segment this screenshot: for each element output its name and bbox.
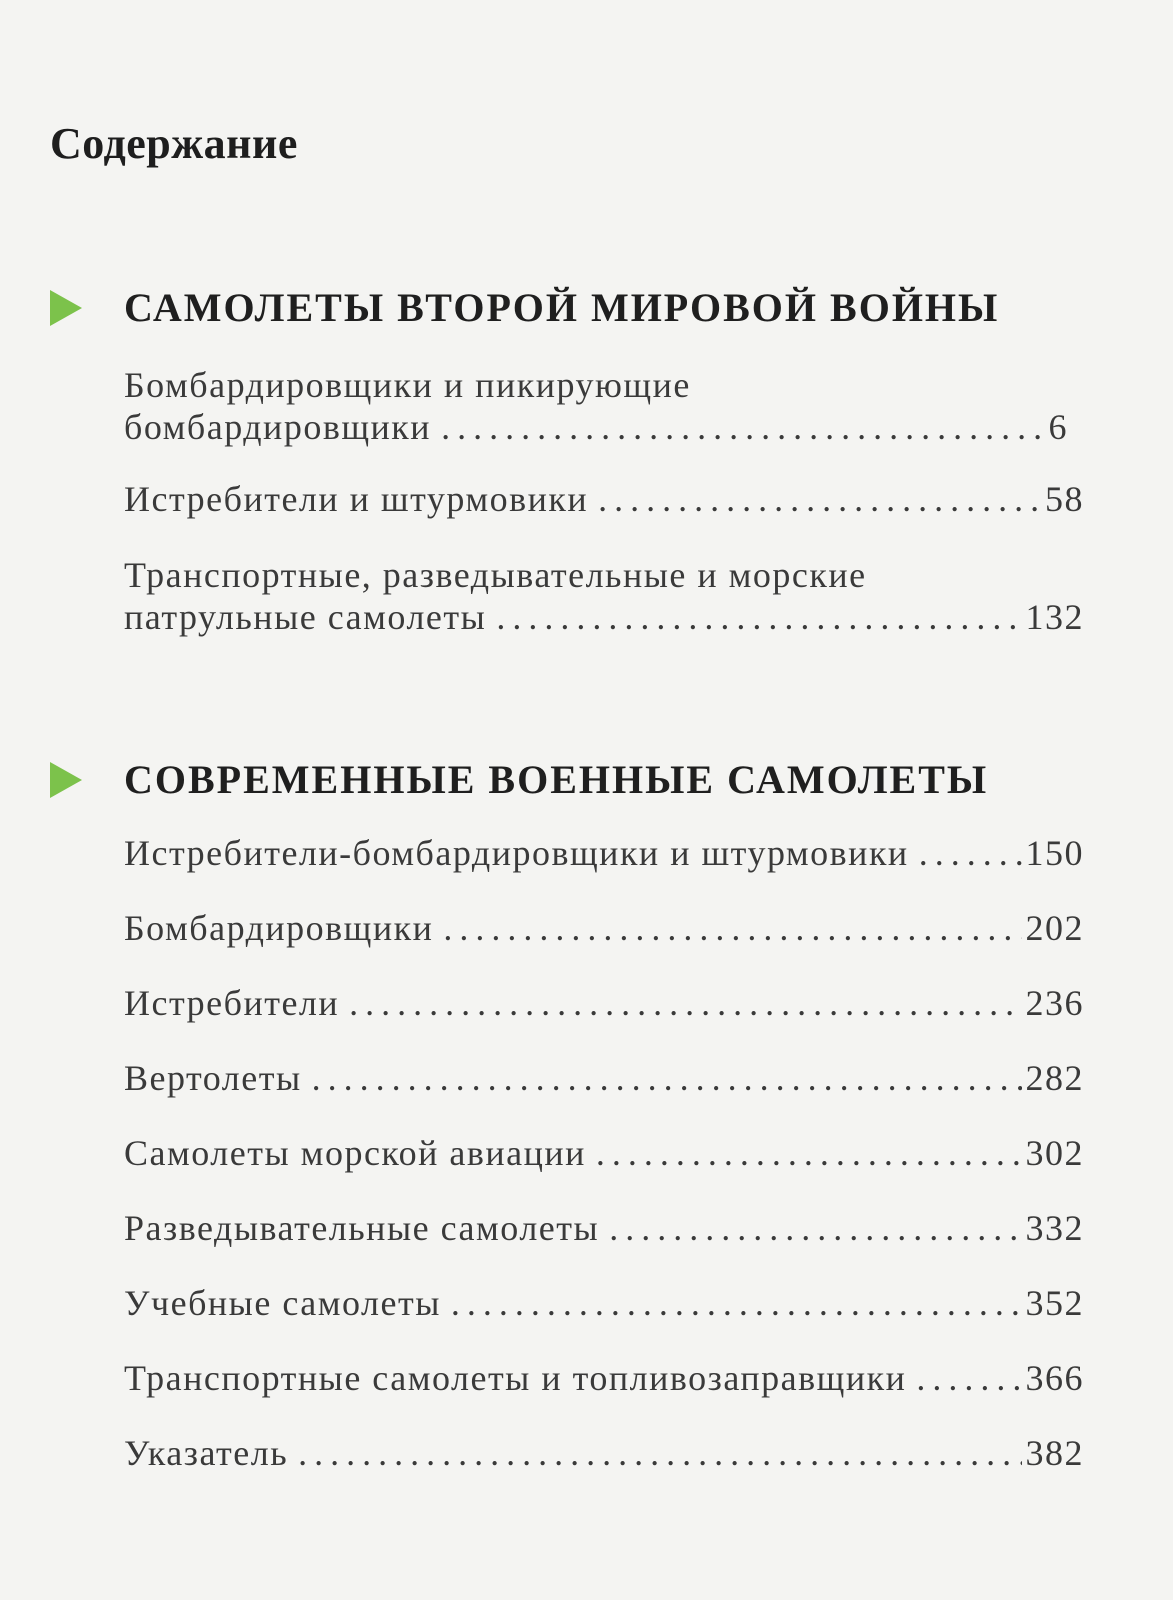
section-title: САМОЛЕТЫ ВТОРОЙ МИРОВОЙ ВОЙНЫ <box>124 285 1000 330</box>
dot-leader <box>298 1432 1021 1474</box>
toc-entry[interactable] <box>124 478 1084 520</box>
triangle-marker-icon <box>50 290 82 326</box>
toc-entry-text: Указатель <box>124 1433 289 1473</box>
dot-leader <box>609 1207 1021 1249</box>
dot-leader <box>312 1057 1022 1099</box>
toc-entry[interactable] <box>124 832 1084 874</box>
toc-entry[interactable] <box>124 982 1084 1024</box>
dot-leader <box>596 1132 1022 1174</box>
toc-entry[interactable] <box>124 1432 1084 1474</box>
dot-leader <box>451 1282 1022 1324</box>
toc-entry[interactable] <box>124 907 1084 949</box>
toc-page-number: 332 <box>1025 1208 1084 1248</box>
toc-entry-text-line1: Бомбардировщики и пикирующие <box>124 365 691 405</box>
toc-section-modern <box>0 752 1173 1473</box>
dot-leader <box>496 596 1021 638</box>
triangle-marker-icon <box>50 762 82 798</box>
dot-leader <box>443 907 1021 949</box>
dot-leader <box>441 406 1044 448</box>
toc-page-number: 236 <box>1025 983 1084 1023</box>
section-header <box>0 280 1173 340</box>
toc-page-number: 302 <box>1025 1133 1084 1173</box>
toc-entry-list <box>124 832 1084 1474</box>
toc-entry[interactable] <box>124 1282 1084 1324</box>
toc-entry[interactable] <box>124 364 1084 448</box>
toc-entry-text: Бомбардировщики <box>124 908 434 948</box>
toc-page-number: 202 <box>1025 908 1084 948</box>
toc-page-number: 282 <box>1025 1058 1084 1098</box>
dot-leader <box>349 982 1021 1024</box>
toc-page-number: 352 <box>1025 1283 1084 1323</box>
dot-leader <box>916 1357 1021 1399</box>
toc-page-number: 382 <box>1025 1433 1084 1473</box>
dot-leader <box>919 832 1022 874</box>
toc-entry-text: бомбардировщики <box>124 407 432 447</box>
toc-entry-text: Самолеты морской авиации <box>124 1133 586 1173</box>
toc-entry-text: Транспортные самолеты и топливозаправщики <box>124 1358 907 1398</box>
toc-entry-text: Учебные самолеты <box>124 1283 441 1323</box>
toc-section-ww2 <box>0 280 1173 637</box>
section-header <box>0 752 1173 812</box>
toc-entry-text: Истребители и штурмовики <box>124 479 589 519</box>
toc-entry[interactable] <box>124 554 1084 638</box>
toc-entry-text: патрульные самолеты <box>124 597 487 637</box>
toc-entry-text-line1: Транспортные, разведывательные и морские <box>124 555 867 595</box>
dot-leader <box>598 478 1041 520</box>
toc-entry[interactable] <box>124 1057 1084 1099</box>
page-title: Содержание <box>50 119 298 168</box>
section-title: СОВРЕМЕННЫЕ ВОЕННЫЕ САМОЛЕТЫ <box>124 757 989 802</box>
toc-entry[interactable] <box>124 1132 1084 1174</box>
toc-page-number: 366 <box>1025 1358 1084 1398</box>
toc-entry[interactable] <box>124 1207 1084 1249</box>
toc-entry-text: Вертолеты <box>124 1058 302 1098</box>
toc-page-number: 150 <box>1025 833 1084 873</box>
toc-page-number: 58 <box>1045 479 1084 519</box>
toc-entry-text: Разведывательные самолеты <box>124 1208 600 1248</box>
toc-entry-text: Истребители <box>124 983 340 1023</box>
toc-page-number: 6 <box>1048 407 1068 447</box>
toc-entry-list <box>124 364 1084 638</box>
toc-page-number: 132 <box>1025 597 1084 637</box>
toc-entry[interactable] <box>124 1357 1084 1399</box>
toc-entry-text: Истребители-бомбардировщики и штурмовики <box>124 833 909 873</box>
